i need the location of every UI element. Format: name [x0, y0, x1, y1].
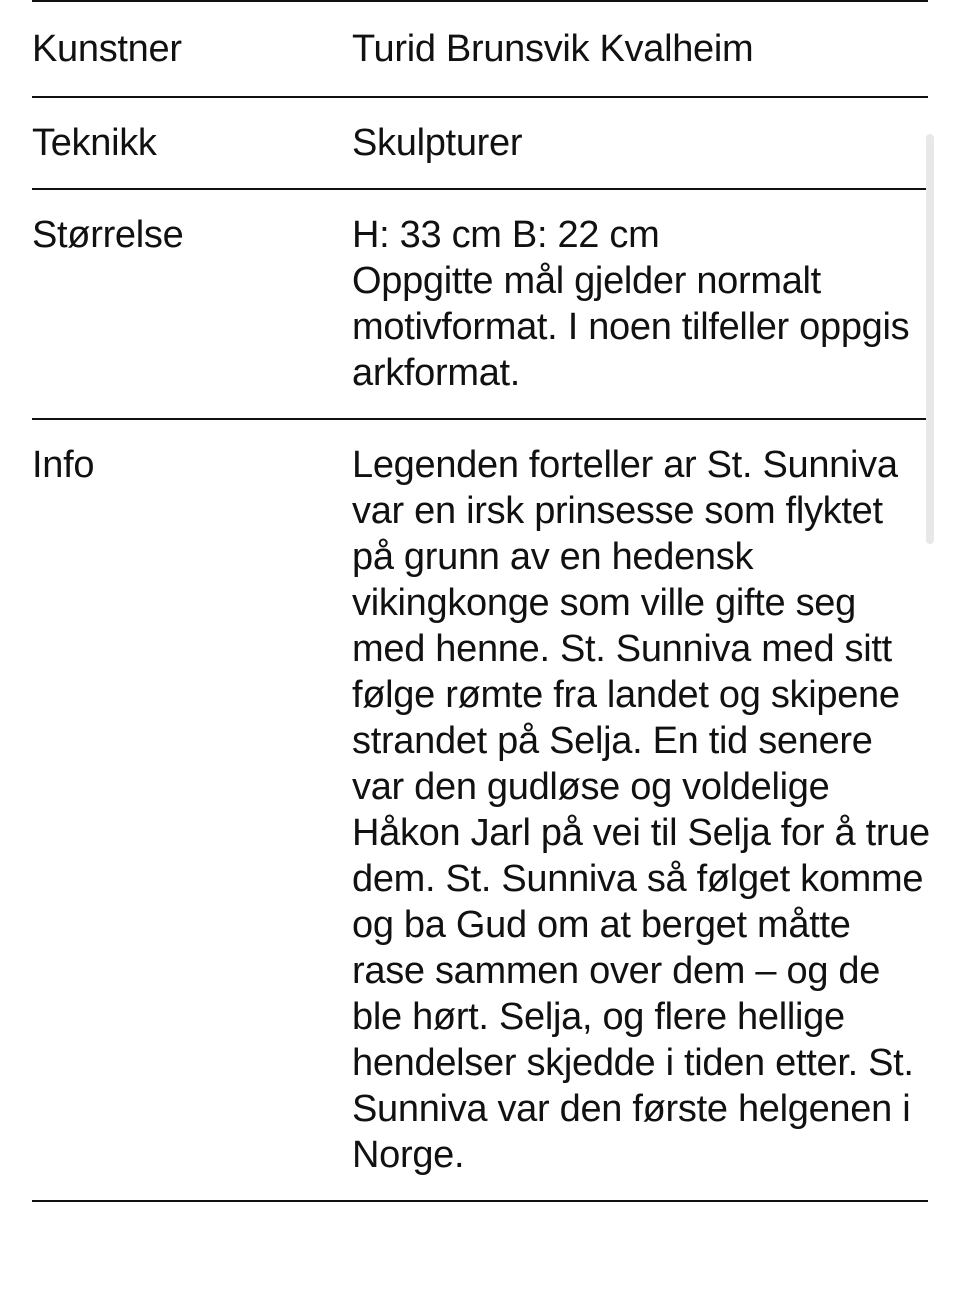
spec-row-artist	[32, 2, 928, 98]
spec-row-technique	[32, 98, 928, 190]
spec-row-size	[32, 190, 928, 420]
info-description: Legenden forteller ar St. Sunniva var en irsk prinsesse som flyktet på grunn av en hedensk vikingkonge som ville gifte seg med henne. St. Sunniva med sitt følge rømte fra landet og skipene strandet på Selja. En tid senere var den gudløse og voldelige Håkon Jarl på vei til Selja for å true dem. St. Sunniva så følget komme og ba Gud om at berget måtte rase sammen over dem – og de ble hørt. Selja, og flere hellige hendelser skjedde i tiden etter. St. Sunniva var den første helgenen i Norge.	[352, 444, 930, 1176]
spec-value-size	[352, 212, 928, 396]
spec-value-technique	[352, 120, 928, 166]
spec-value-artist	[352, 26, 928, 72]
spec-value-info	[352, 442, 932, 1178]
spec-label-size: Størrelse	[32, 214, 184, 256]
spec-label-info: Info	[32, 444, 95, 486]
scrollbar[interactable]	[926, 134, 934, 544]
technique-text: Skulpturer	[352, 122, 523, 164]
size-note: Oppgitte mål gjelder normalt motivformat. I noen tilfeller oppgis arkformat.	[352, 260, 910, 394]
spec-row-info	[32, 420, 928, 1202]
artist-name: Turid Brunsvik Kvalheim	[352, 28, 754, 70]
size-dimensions: H: 33 cm B: 22 cm	[352, 214, 660, 256]
spec-label-technique: Teknikk	[32, 122, 157, 164]
artwork-spec-table	[32, 0, 928, 1202]
spec-label-artist: Kunstner	[32, 28, 182, 70]
